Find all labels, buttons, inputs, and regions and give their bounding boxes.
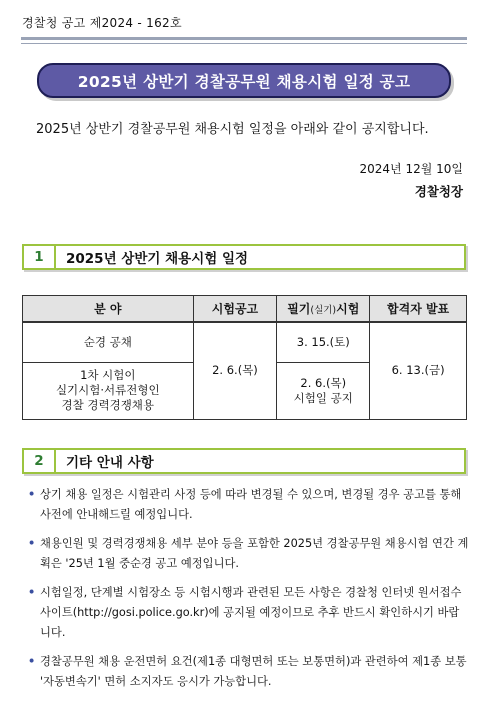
cell-field: 1차 시험이 실기시험·서류전형인 경찰 경력경쟁채용	[23, 362, 194, 419]
schedule-table	[22, 295, 467, 420]
notes-list	[24, 485, 470, 701]
notice-number: 경찰청 공고 제2024 - 162호	[22, 16, 182, 30]
section-2-number: 2	[24, 450, 56, 472]
top-rule-thin	[21, 43, 467, 44]
header-result: 합격자 발표	[370, 296, 467, 323]
cell-result-date: 6. 13.(금)	[370, 322, 467, 419]
page-title: 2025년 상반기 경찰공무원 채용시험 일정 공고	[37, 63, 451, 98]
section-2-title: 기타 안내 사항	[66, 455, 154, 471]
list-item: • 경찰공무원 채용 운전면허 요건(제1종 대형면허 또는 보통면허)과 관련하여 제1종 보통 '자동변속기' 면허 소지자도 응시가 가능합니다.	[24, 652, 470, 692]
section-1-title: 2025년 상반기 채용시험 일정	[66, 251, 249, 267]
cell-field: 순경 공채	[23, 322, 194, 362]
notice-date: 2024년 12월 10일	[359, 162, 463, 176]
list-item: • 시험일정, 단계별 시험장소 등 시험시행과 관련된 모든 사항은 경찰청 인터넷 원서접수 사이트(http://gosi.police.go.kr)에 공지될 예정이므로 추후 반드시 확인하시기 바랍니다.	[24, 583, 470, 643]
cell-notice-date: 2. 6.(목)	[193, 322, 277, 419]
header-notice: 시험공고	[193, 296, 277, 323]
list-item: • 상기 채용 일정은 시험관리 사정 등에 따라 변경될 수 있으며, 변경될 경우 공고를 통해 사전에 안내해드릴 예정입니다.	[24, 485, 470, 525]
section-2-header	[22, 448, 466, 474]
issuer-signature: 경찰청장	[414, 184, 463, 199]
header-written: 필기(실기)시험	[277, 296, 370, 323]
section-1-header	[22, 244, 466, 270]
top-rule	[21, 37, 467, 40]
cell-written-date: 3. 15.(토)	[277, 322, 370, 362]
list-item: • 채용인원 및 경력경쟁채용 세부 분야 등을 포함한 2025년 경찰공무원 채용시험 연간 계획은 '25년 1월 중순경 공고 예정입니다.	[24, 534, 470, 574]
intro-text: 2025년 상반기 경찰공무원 채용시험 일정을 아래와 같이 공지합니다.	[36, 122, 429, 137]
header-field: 분 야	[23, 296, 194, 323]
section-1-number: 1	[24, 246, 56, 268]
cell-written-date: 2. 6.(목) 시험일 공지	[277, 362, 370, 419]
table-header-row	[23, 296, 467, 323]
table-row	[23, 322, 467, 362]
